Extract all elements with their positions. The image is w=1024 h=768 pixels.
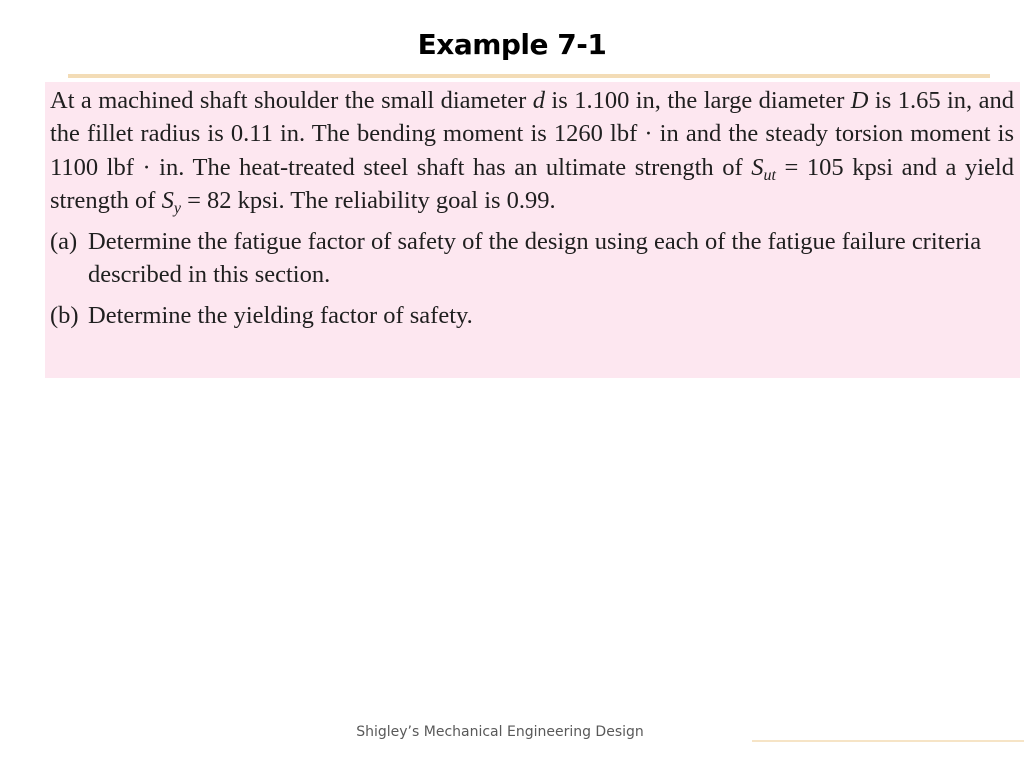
question-text-a: Determine the fatigue factor of safety of the design using each of the fatigue failure criteria described in this section. <box>88 228 982 289</box>
slide-footer: Shigley’s Mechanical Engineering Design <box>356 724 644 740</box>
problem-text-4: = 105 kpsi and a yield strength of <box>50 153 1014 214</box>
problem-text-3: is 1.65 in, and the fillet radius is 0.11 in. The bending moment is 1260 lbf · in and the steady torsion moment is 1100 lbf · in. The heat-treated steel shaft has an ultimate strength of <box>50 87 1014 181</box>
title-divider <box>68 74 990 78</box>
large-diameter-symbol: D <box>850 87 869 114</box>
question-item-b <box>50 299 1014 332</box>
yield-strength-symbol: S <box>161 186 174 214</box>
question-item-a <box>50 225 1014 291</box>
question-list <box>50 225 1014 332</box>
question-label-a: (a) <box>50 228 78 256</box>
small-diameter-symbol: d <box>532 87 545 114</box>
problem-text-5: = 82 kpsi. The reliability goal is 0.99. <box>180 186 556 214</box>
ultimate-strength-symbol: S <box>751 153 764 181</box>
footer-divider <box>752 740 1024 742</box>
problem-paragraph <box>50 84 1014 217</box>
yield-strength-subscript: y <box>173 199 181 217</box>
problem-text-1: At a machined shaft shoulder the small diameter <box>50 87 533 114</box>
ultimate-strength-subscript: ut <box>763 166 776 184</box>
question-text-b: Determine the yielding factor of safety. <box>88 302 473 330</box>
problem-text-2: is 1.100 in, the large diameter <box>545 87 851 114</box>
slide-title: Example 7-1 <box>417 28 607 61</box>
problem-statement-box <box>45 82 1020 378</box>
question-label-b: (b) <box>50 302 79 330</box>
